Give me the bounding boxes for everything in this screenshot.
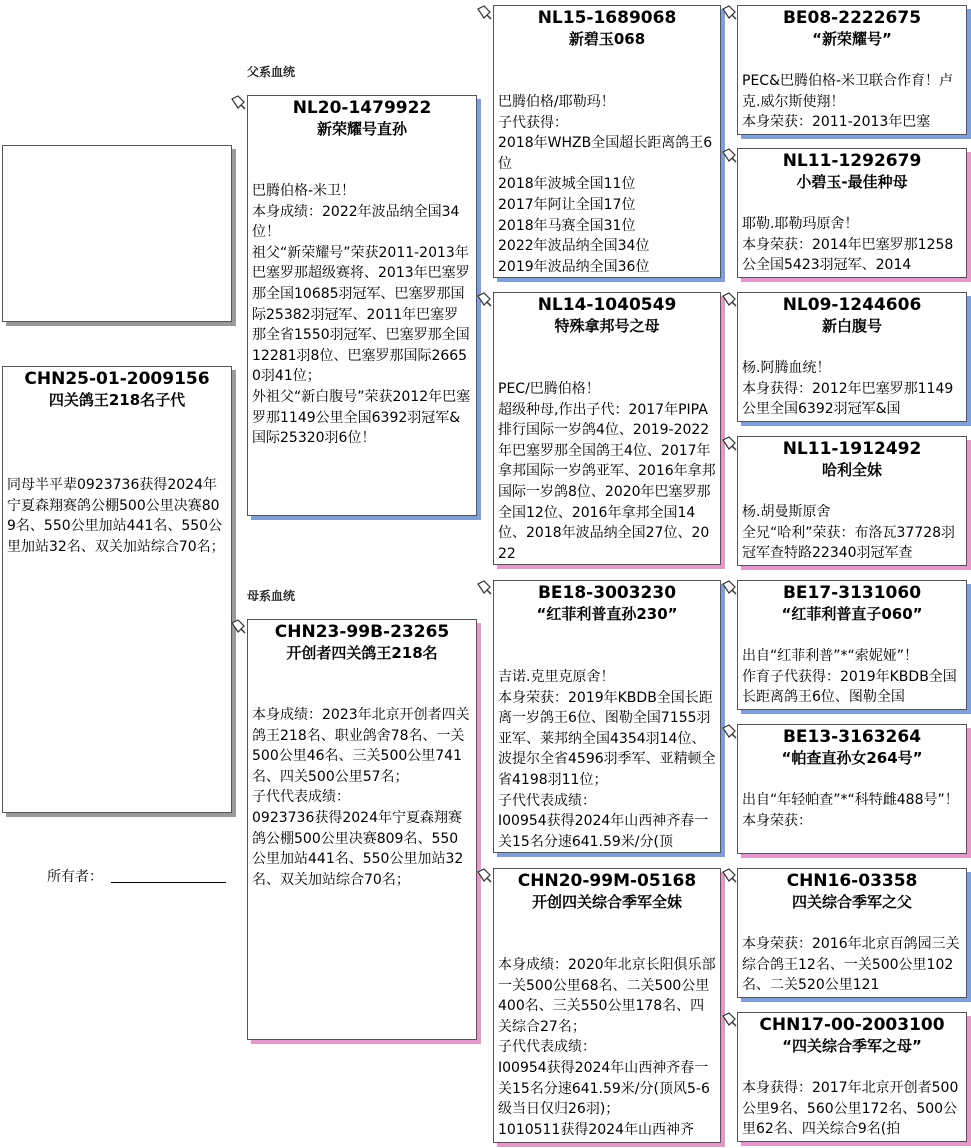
edit-icon[interactable] — [721, 5, 737, 21]
sdd-ring: NL11-1912492 — [782, 439, 922, 459]
ssd-text: 耶勒.耶勒玛原舍！ 本身荣获：2014年巴塞罗那1258公全国5423羽冠军、2014 — [742, 216, 954, 274]
sire-dam-card[interactable] — [493, 292, 721, 565]
sss-text: PEC&巴腾伯格-米卫联合作育！卢克.威尔斯使翔！ 本身荣获：2011-2013年巴塞 — [742, 73, 954, 131]
dds-ring: CHN16-03358 — [786, 871, 918, 891]
ddd-card[interactable] — [737, 1012, 967, 1142]
sds-card[interactable] — [737, 292, 967, 422]
sss-card[interactable] — [737, 5, 967, 135]
dds-text: 本身荣获：2016年北京百鸽园三关综合鸽王12名、一关500公里102名、二关520公里121 — [742, 936, 960, 994]
edit-icon[interactable] — [721, 724, 737, 740]
edit-icon[interactable] — [476, 580, 492, 596]
edit-icon[interactable] — [476, 868, 492, 884]
dds-card[interactable] — [737, 868, 967, 998]
dss-ring: BE17-3131060 — [782, 583, 922, 603]
subject-card[interactable] — [2, 366, 232, 813]
sdd-card[interactable] — [737, 436, 967, 566]
dam-sire-name: “红菲利普直孙230” — [536, 605, 678, 623]
dam-sire-text: 吉诺.克里克原舍！ 本身荣获：2019年KBDB全国长距离一岁鸽王6位、图勒全国7155羽亚军、莱邦纳全国4354羽14位、波提尔全省4596羽季军、亚精顿全省4198羽11位； 子代代表成绩： I00954获得2024年山西神齐春一关15名分速641.59米/分(顶 — [498, 669, 716, 850]
dsd-ring: BE13-3163264 — [782, 727, 922, 747]
sds-name: 新白腹号 — [821, 317, 882, 335]
edit-icon[interactable] — [476, 5, 492, 21]
subject-text: 同母半平辈0923736获得2024年宁夏森翔赛鸽公棚500公里决赛809名、550公里加站441名、550公里加站32名、双关加站综合70名； — [7, 477, 225, 555]
ssd-ring: NL11-1292679 — [782, 151, 922, 171]
dam-card[interactable] — [247, 619, 477, 1040]
dsd-text: 出自“年轻帕查”*“科特雌488号”！ 本身荣获： — [742, 792, 959, 829]
edit-icon[interactable] — [721, 292, 737, 308]
sire-text: 巴腾伯格-米卫！ 本身成绩：2022年波品纳全国34位！ 祖父“新荣耀号”荣获2011-2013年巴塞罗那超级赛将、2013年巴塞罗那全国10685羽冠军、巴塞罗那国际25382羽冠军、2011年巴塞罗那全省1550羽冠军、巴塞罗那全国12281羽8位、巴塞罗那国际26650羽41位； 外祖父“新白腹号”荣获2012年巴塞罗那1149公里全国6392羽冠军&国际25320羽6位！ — [252, 183, 471, 447]
sire-sire-card[interactable] — [493, 5, 721, 278]
sire-name: 新荣耀号直孙 — [316, 120, 407, 138]
sire-ring: NL20-1479922 — [292, 98, 432, 118]
edit-icon[interactable] — [721, 1012, 737, 1028]
sds-text: 杨.阿腾血统！ 本身获得：2012年巴塞罗那1149公里全国6392羽冠军&国 — [742, 360, 954, 418]
edit-icon[interactable] — [721, 868, 737, 884]
sire-sire-text: 巴腾伯格/耶勒玛！ 子代获得： 2018年WHZB全国超长距离鸽王6位 2018年波城全国11位 2017年阿让全国17位 2018年马赛全国31位 2022年波品纳全国34位 2019年波品纳全国36位 — [498, 94, 713, 275]
dss-text: 出自“红菲利普”*“索妮娅”！ 作育子代获得：2019年KBDB全国长距离鸽王6位、图勒全国 — [742, 648, 957, 706]
sire-line-label: 父系血统 — [247, 65, 296, 79]
sss-name: “新荣耀号” — [812, 30, 892, 48]
ssd-card[interactable] — [737, 148, 967, 278]
edit-icon[interactable] — [721, 436, 737, 452]
owner-label: 所有者： — [47, 869, 103, 885]
dsd-card[interactable] — [737, 724, 967, 854]
sire-sire-name: 新碧玉068 — [568, 30, 646, 48]
subject-name: 四关鸽王218名子代 — [48, 391, 186, 409]
ddd-name: “四关综合季军之母” — [782, 1037, 922, 1055]
dam-name: 开创者四关鸽王218名 — [286, 644, 438, 662]
owner-signature-line[interactable] — [111, 882, 226, 883]
sire-dam-ring: NL14-1040549 — [537, 295, 677, 315]
sire-card[interactable] — [247, 95, 477, 516]
dam-dam-text: 本身成绩：2020年北京长阳俱乐部一关500公里68名、二关500公里400名、三关550公里178名、四关综合27名； 子代代表成绩： I00954获得2024年山西神齐春一关15名分速641.59米/分(顶风5-6级当日仅归26羽)； 1010511获得2024年山西神齐 — [498, 957, 716, 1138]
dam-dam-name: 开创四关综合季军全妹 — [531, 893, 682, 911]
dam-ring: CHN23-99B-23265 — [274, 622, 450, 642]
ssd-name: 小碧玉-最佳种母 — [796, 173, 908, 191]
dam-text: 本身成绩：2023年北京开创者四关鸽王218名、职业鸽舍78名、一关500公里46名、三关500公里741名、四关500公里57名； 子代代表成绩： 0923736获得2024年宁夏森翔赛鸽公棚500公里决赛809名、550公里加站441名、550公里加站32名、双关加站综合70名； — [252, 707, 470, 888]
ddd-text: 本身获得：2017年北京开创者500公里9名、560公里172名、500公里62名、四关综合9名(拍 — [742, 1080, 959, 1138]
sds-ring: NL09-1244606 — [782, 295, 922, 315]
edit-icon[interactable] — [721, 148, 737, 164]
sire-sire-ring: NL15-1689068 — [537, 8, 677, 28]
dam-dam-card[interactable] — [493, 868, 721, 1143]
dam-dam-ring: CHN20-99M-05168 — [517, 871, 697, 891]
edit-icon[interactable] — [230, 619, 246, 635]
dss-name: “红菲利普直子060” — [781, 605, 923, 623]
sdd-text: 杨.胡曼斯原舍 全兄“哈利”荣获：布洛瓦37728羽冠军查特路22340羽冠军查 — [742, 504, 956, 562]
dam-sire-ring: BE18-3003230 — [537, 583, 677, 603]
dam-line-label: 母系血统 — [247, 589, 296, 603]
sdd-name: 哈利全妹 — [821, 461, 882, 479]
sire-dam-text: PEC/巴腾伯格！ 超级种母,作出子代：2017年PIPA排行国际一岁鸽4位、2019-2022年巴塞罗那全国鸽王4位、2017年拿邦国际一岁鸽亚军、2016年拿邦国际一岁鸽8位、2020年巴塞罗那全国12位、2016年拿邦全国14位、2018年波品纳全国27位、2022 — [498, 381, 716, 562]
dss-card[interactable] — [737, 580, 967, 710]
sire-dam-name: 特殊拿邦号之母 — [554, 317, 660, 335]
edit-icon[interactable] — [721, 580, 737, 596]
dam-sire-card[interactable] — [493, 580, 721, 853]
subject-ring: CHN25-01-2009156 — [24, 369, 210, 389]
dsd-name: “帕查直孙女264号” — [781, 749, 923, 767]
sss-ring: BE08-2222675 — [782, 8, 922, 28]
ddd-ring: CHN17-00-2003100 — [759, 1015, 945, 1035]
edit-icon[interactable] — [230, 95, 246, 111]
dds-name: 四关综合季军之父 — [791, 893, 912, 911]
pigeon-photo-frame[interactable] — [2, 145, 232, 322]
edit-icon[interactable] — [476, 292, 492, 308]
